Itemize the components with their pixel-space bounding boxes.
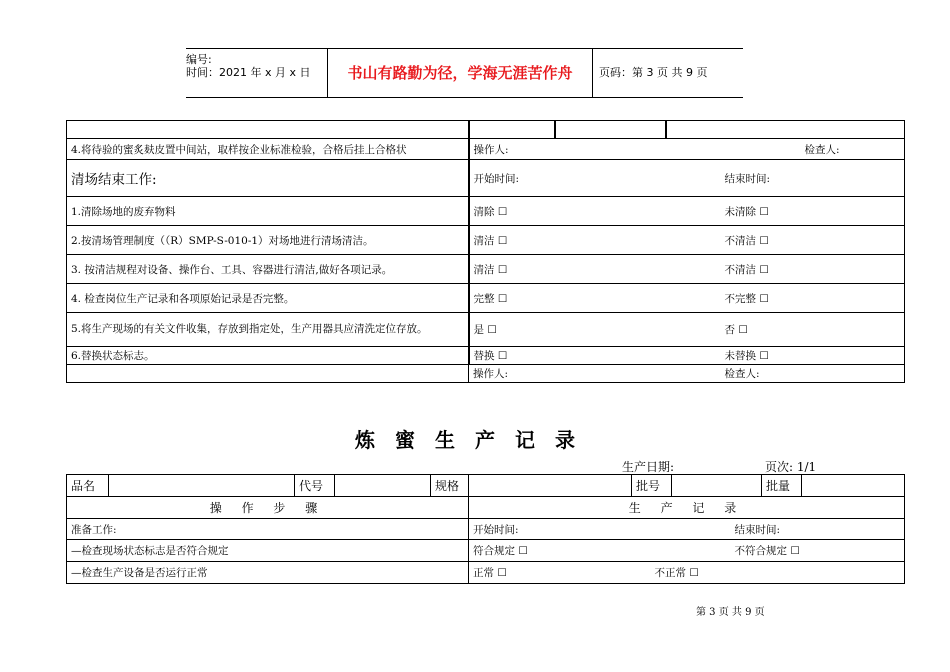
option-no[interactable]: 不清洁 ☐	[724, 234, 769, 247]
option-yes[interactable]: 替换 ☐	[473, 350, 508, 362]
batch-no-field[interactable]	[672, 475, 762, 497]
check-status-label: —检查现场状态标志是否符合规定	[67, 540, 469, 562]
prep-label: 准备工作:	[67, 519, 469, 540]
end-time-label: 结束时间:	[724, 172, 771, 185]
time-cell	[469, 160, 905, 197]
option-yes[interactable]: 清除 ☐	[473, 205, 508, 218]
step4-text: 4.将待验的蜜炙麸皮置中间站，取样按企业标准检验，合格后挂上合格状	[67, 139, 469, 160]
serial-label: 编号:	[186, 53, 212, 66]
cell-blank	[67, 121, 469, 139]
document-header	[186, 48, 743, 98]
footer-page: 第 3 页 共 9 页	[696, 607, 765, 618]
row-desc-1: 1.清除场地的废弃物料	[67, 197, 469, 226]
check-status-options	[469, 540, 905, 562]
code-field[interactable]	[335, 475, 431, 497]
check-equipment-options	[469, 562, 905, 584]
option-yes[interactable]: 是 ☐	[473, 324, 497, 336]
row-desc-4: 4. 检查岗位生产记录和各项原始记录是否完整。	[67, 284, 469, 313]
production-record-table	[66, 474, 905, 584]
option-yes[interactable]: 完整 ☐	[473, 292, 508, 305]
end-time-label: 结束时间:	[734, 523, 781, 536]
prep-time-cell	[469, 519, 905, 540]
cell-blank	[469, 121, 555, 139]
row-check-2	[469, 226, 905, 255]
option-no[interactable]: 未清除 ☐	[724, 205, 769, 218]
option-yes[interactable]: 符合规定 ☐	[473, 545, 528, 557]
cell-blank	[666, 121, 905, 139]
option-no[interactable]: 未替换 ☐	[724, 350, 769, 362]
cell-blank	[555, 121, 666, 139]
start-time-label: 开始时间:	[473, 523, 519, 536]
motto: 书山有路勤为径，学海无涯苦作舟	[327, 49, 593, 97]
operator-label: 操作人:	[473, 143, 509, 156]
spec-label: 规格	[431, 475, 469, 497]
option-yes[interactable]: 清洁 ☐	[473, 234, 508, 247]
header-meta	[186, 49, 326, 97]
row-desc-6: 6.替换状态标志。	[67, 347, 469, 365]
record-title: 炼蜜生产记录	[355, 428, 595, 452]
code-label: 代号	[295, 475, 335, 497]
steps-header: 操 作 步 骤	[67, 497, 469, 519]
row-desc-2: 2.按清场管理制度（（R）SMP-S-010-1）对场地进行清场清洁。	[67, 226, 469, 255]
option-no[interactable]: 不正常 ☐	[654, 567, 699, 579]
spec-field[interactable]	[469, 475, 632, 497]
cell-blank	[67, 365, 469, 383]
inspector-label: 检查人:	[724, 368, 760, 380]
batch-size-field[interactable]	[802, 475, 905, 497]
operator-label: 操作人:	[473, 368, 509, 380]
signature-cell-2	[469, 365, 905, 383]
inspector-label: 检查人:	[804, 143, 840, 156]
page-indicator: 页码：第 3 页 共 9 页	[599, 66, 708, 79]
signature-cell	[469, 139, 905, 160]
row-desc-5: 5.将生产现场的有关文件收集，存放到指定处，生产用器具应清洗定位存放。	[67, 313, 469, 347]
production-date-label: 生产日期:	[622, 460, 675, 474]
row-check-6	[469, 347, 905, 365]
start-time-label: 开始时间:	[473, 172, 520, 185]
option-no[interactable]: 否 ☐	[724, 324, 748, 336]
product-name-label: 品名	[67, 475, 109, 497]
option-yes[interactable]: 清洁 ☐	[473, 263, 508, 276]
clearance-table	[66, 120, 905, 383]
record-header: 生 产 记 录	[469, 497, 905, 519]
time-label: 时间：2021 年 x 月 x 日	[186, 66, 311, 79]
product-name-field[interactable]	[109, 475, 295, 497]
row-desc-3: 3. 按清洁规程对设备、操作台、工具、容器进行清洁,做好各项记录。	[67, 255, 469, 284]
option-yes[interactable]: 正常 ☐	[473, 567, 507, 579]
row-check-3	[469, 255, 905, 284]
batch-size-label: 批量	[762, 475, 802, 497]
batch-no-label: 批号	[632, 475, 672, 497]
row-check-1	[469, 197, 905, 226]
option-no[interactable]: 不符合规定 ☐	[734, 545, 800, 557]
row-check-5	[469, 313, 905, 347]
check-equipment-label: —检查生产设备是否运行正常	[67, 562, 469, 584]
row-check-4	[469, 284, 905, 313]
option-no[interactable]: 不清洁 ☐	[724, 263, 769, 276]
option-no[interactable]: 不完整 ☐	[724, 292, 769, 305]
record-page-label: 页次: 1/1	[765, 460, 817, 474]
section-title: 清场结束工作:	[67, 160, 469, 197]
